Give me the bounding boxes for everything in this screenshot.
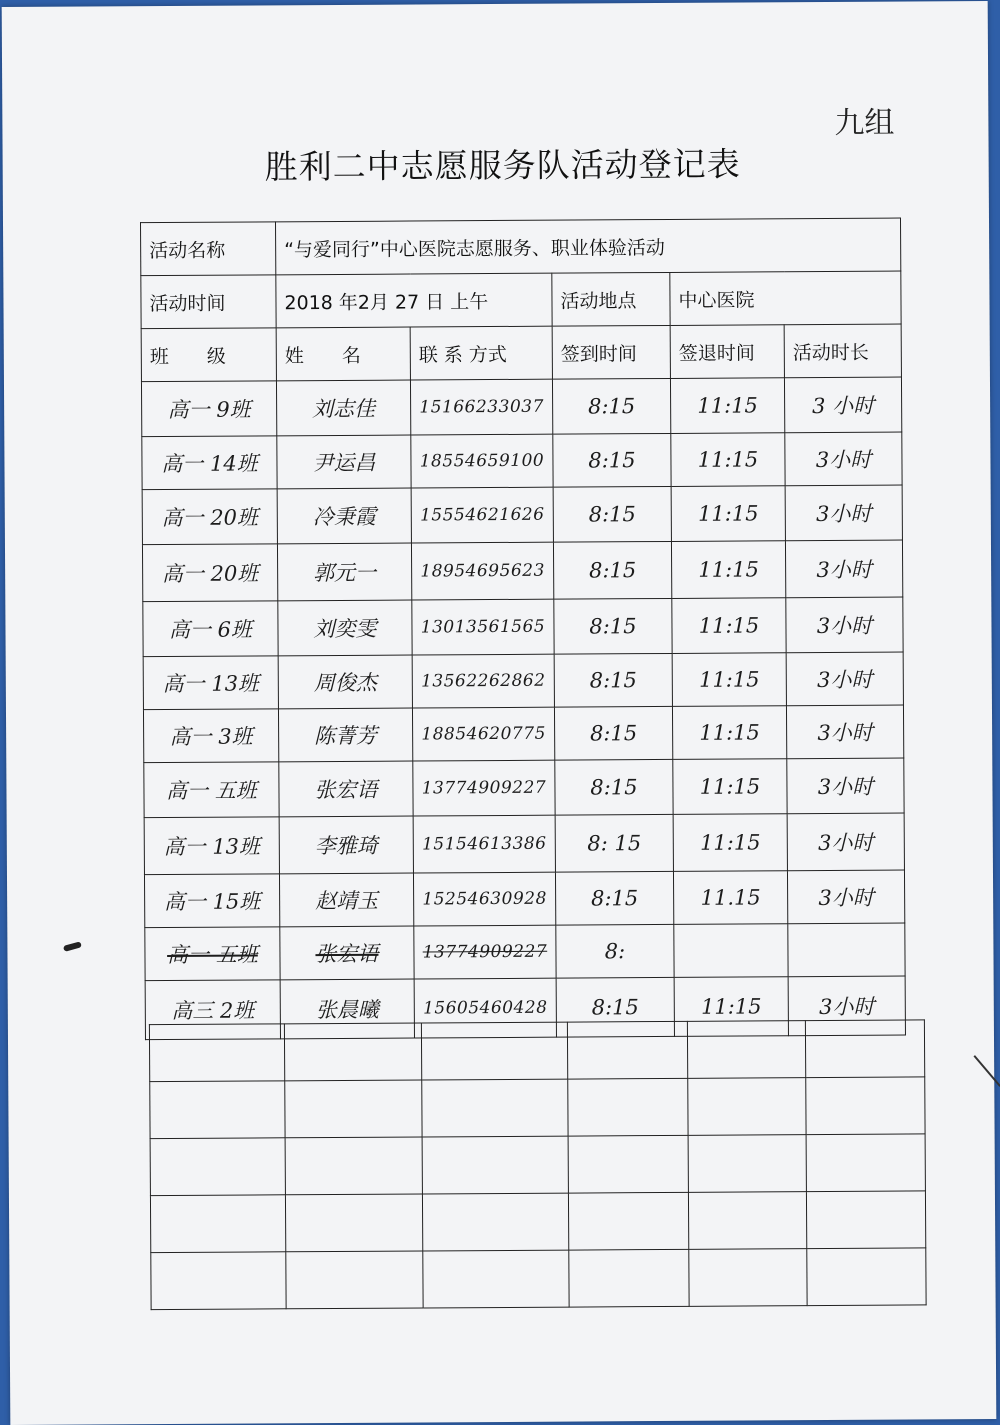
class-cell: 高一 五班 <box>144 762 279 818</box>
empty-cell <box>806 1077 925 1135</box>
empty-cell <box>569 1249 689 1307</box>
checkout-cell: 11:15 <box>673 814 787 872</box>
empty-row <box>149 1020 924 1082</box>
empty-row <box>150 1077 925 1139</box>
phone-cell: 15166233037 <box>410 379 552 435</box>
empty-row <box>150 1191 925 1253</box>
header-checkout: 签退时间 <box>670 325 784 379</box>
checkin-cell: 8:15 <box>553 433 671 487</box>
duration-cell <box>788 923 905 977</box>
checkin-cell: 8: 15 <box>555 814 673 872</box>
registration-table <box>140 218 906 1041</box>
blank-rows-table <box>149 1019 927 1310</box>
duration-cell: 3小时 <box>785 540 902 598</box>
checkin-cell: 8:15 <box>553 541 671 599</box>
activity-place-label: 活动地点 <box>552 272 670 326</box>
class-cell: 高一 15班 <box>144 874 279 928</box>
checkin-cell: 8:15 <box>556 977 674 1037</box>
empty-cell <box>285 1080 422 1138</box>
checkout-cell: 11:15 <box>671 433 785 487</box>
checkout-cell: 11:15 <box>674 977 788 1037</box>
phone-cell: 15605460428 <box>414 978 556 1038</box>
ink-line <box>973 1055 1000 1087</box>
class-cell: 高一 6班 <box>143 601 278 657</box>
empty-cell <box>422 1079 568 1137</box>
column-header-row <box>141 324 901 382</box>
empty-cell <box>421 1022 567 1080</box>
name-cell: 赵靖玉 <box>279 873 413 927</box>
duration-cell: 3小时 <box>785 485 902 541</box>
duration-cell: 3小时 <box>785 432 902 486</box>
activity-time-label: 活动时间 <box>141 275 276 329</box>
empty-cell <box>688 1192 806 1250</box>
table-row <box>145 923 905 981</box>
checkout-cell: 11.15 <box>673 871 787 925</box>
empty-row <box>150 1134 925 1196</box>
duration-cell: 3小时 <box>787 870 904 924</box>
checkout-cell: 11:15 <box>672 653 786 707</box>
checkin-cell: 8:15 <box>555 871 673 925</box>
phone-cell: 13013561565 <box>412 599 554 655</box>
name-cell: 刘志佳 <box>276 380 410 436</box>
checkin-cell: 8:15 <box>555 759 673 815</box>
empty-cell <box>149 1024 284 1082</box>
name-cell: 陈菁芳 <box>278 708 412 762</box>
name-cell: 郭元一 <box>277 543 411 601</box>
class-cell: 高一 13班 <box>143 656 278 710</box>
empty-cell <box>687 1021 805 1079</box>
class-cell: 高三 2班 <box>145 980 280 1040</box>
checkout-cell: 11:15 <box>672 598 786 654</box>
empty-cell <box>151 1252 286 1310</box>
checkout-cell: 11:15 <box>671 541 785 599</box>
activity-time-row <box>141 271 901 329</box>
empty-cell <box>807 1248 926 1306</box>
table-row <box>142 540 902 602</box>
form-page <box>2 1 997 1425</box>
class-cell: 高一 9班 <box>141 381 276 437</box>
phone-cell: 18954695623 <box>411 542 553 600</box>
phone-cell: 15154613386 <box>413 815 555 873</box>
class-cell: 高一 五班 <box>145 927 280 981</box>
checkin-cell: 8:15 <box>552 378 670 434</box>
duration-cell: 3小时 <box>787 758 904 814</box>
table-row <box>142 485 902 545</box>
duration-cell: 3小时 <box>787 813 904 871</box>
table-row <box>143 652 903 710</box>
table-row <box>143 705 903 763</box>
group-label: 九组 <box>834 105 895 141</box>
empty-cell <box>806 1191 925 1249</box>
duration-cell: 3小时 <box>786 705 903 759</box>
duration-cell: 3小时 <box>786 597 903 653</box>
table-row <box>143 597 903 657</box>
empty-cell <box>805 1020 924 1078</box>
empty-cell <box>568 1135 688 1193</box>
checkin-cell: 8:15 <box>554 598 672 654</box>
class-cell: 高一 20班 <box>142 489 277 545</box>
table-row <box>141 377 901 437</box>
class-cell: 高一 13班 <box>144 817 279 875</box>
empty-cell <box>688 1135 806 1193</box>
empty-row <box>151 1248 926 1310</box>
phone-cell: 18854620775 <box>412 707 554 761</box>
empty-cell <box>422 1193 568 1251</box>
phone-cell: 13774909227 <box>413 760 555 816</box>
phone-cell: 15554621626 <box>411 487 553 543</box>
header-phone: 联 系 方式 <box>410 326 552 380</box>
checkin-cell: 8:15 <box>553 486 671 542</box>
name-cell: 张宏语 <box>280 926 414 980</box>
empty-cell <box>285 1137 422 1195</box>
empty-cell <box>150 1195 285 1253</box>
name-cell: 李雅琦 <box>279 816 413 874</box>
phone-cell: 18554659100 <box>411 434 553 488</box>
activity-place-value: 中心医院 <box>670 271 901 325</box>
table-row <box>144 758 904 818</box>
header-name: 姓 名 <box>276 327 410 381</box>
header-checkin: 签到时间 <box>552 325 670 379</box>
name-cell: 冷秉霞 <box>277 488 411 544</box>
name-cell: 刘奕雯 <box>278 600 412 656</box>
checkout-cell: 11:15 <box>673 759 787 815</box>
table-row <box>144 870 904 928</box>
empty-cell <box>422 1136 568 1194</box>
duration-cell: 3小时 <box>786 652 903 706</box>
checkout-cell: 11:15 <box>672 706 786 760</box>
checkout-cell: 11:15 <box>671 486 785 542</box>
class-cell: 高一 20班 <box>142 544 277 602</box>
page-title: 胜利二中志愿服务队活动登记表 <box>264 144 741 187</box>
empty-cell <box>568 1078 688 1136</box>
empty-cell <box>423 1250 569 1308</box>
activity-time-value: 2018 年2月 27 日 上午 <box>276 273 552 328</box>
duration-cell: 3 小时 <box>784 377 901 433</box>
phone-cell: 13562262862 <box>412 654 554 708</box>
name-cell: 尹运昌 <box>277 435 411 489</box>
phone-cell: 15254630928 <box>413 872 555 926</box>
checkout-cell: 11:15 <box>670 378 784 434</box>
empty-cell <box>689 1249 807 1307</box>
ink-mark <box>63 941 82 952</box>
empty-cell <box>285 1194 422 1252</box>
empty-cell <box>568 1192 688 1250</box>
phone-cell: 13774909227 <box>414 925 556 979</box>
name-cell: 张宏语 <box>279 761 413 817</box>
name-cell: 周俊杰 <box>278 655 412 709</box>
checkin-cell: 8: <box>556 924 674 978</box>
volunteer-rows <box>141 377 905 1040</box>
header-class: 班 级 <box>141 328 276 382</box>
empty-cell <box>150 1081 285 1139</box>
empty-cell <box>286 1251 423 1309</box>
empty-cell <box>284 1023 421 1081</box>
table-row <box>142 432 902 490</box>
checkin-cell: 8:15 <box>554 653 672 707</box>
class-cell: 高一 14班 <box>142 436 277 490</box>
empty-cell <box>567 1021 687 1079</box>
empty-cell <box>806 1134 925 1192</box>
name-cell: 张晨曦 <box>280 979 414 1039</box>
duration-cell: 3小时 <box>788 976 905 1036</box>
empty-cell <box>688 1078 806 1136</box>
header-duration: 活动时长 <box>784 324 901 378</box>
empty-cell <box>150 1138 285 1196</box>
class-cell: 高一 3班 <box>143 709 278 763</box>
checkin-cell: 8:15 <box>554 706 672 760</box>
table-row <box>144 813 904 875</box>
checkout-cell <box>674 924 788 978</box>
activity-name-row <box>140 218 900 276</box>
activity-name-value: “与爱同行”中心医院志愿服务、职业体验活动 <box>275 218 900 275</box>
activity-name-label: 活动名称 <box>140 222 275 276</box>
